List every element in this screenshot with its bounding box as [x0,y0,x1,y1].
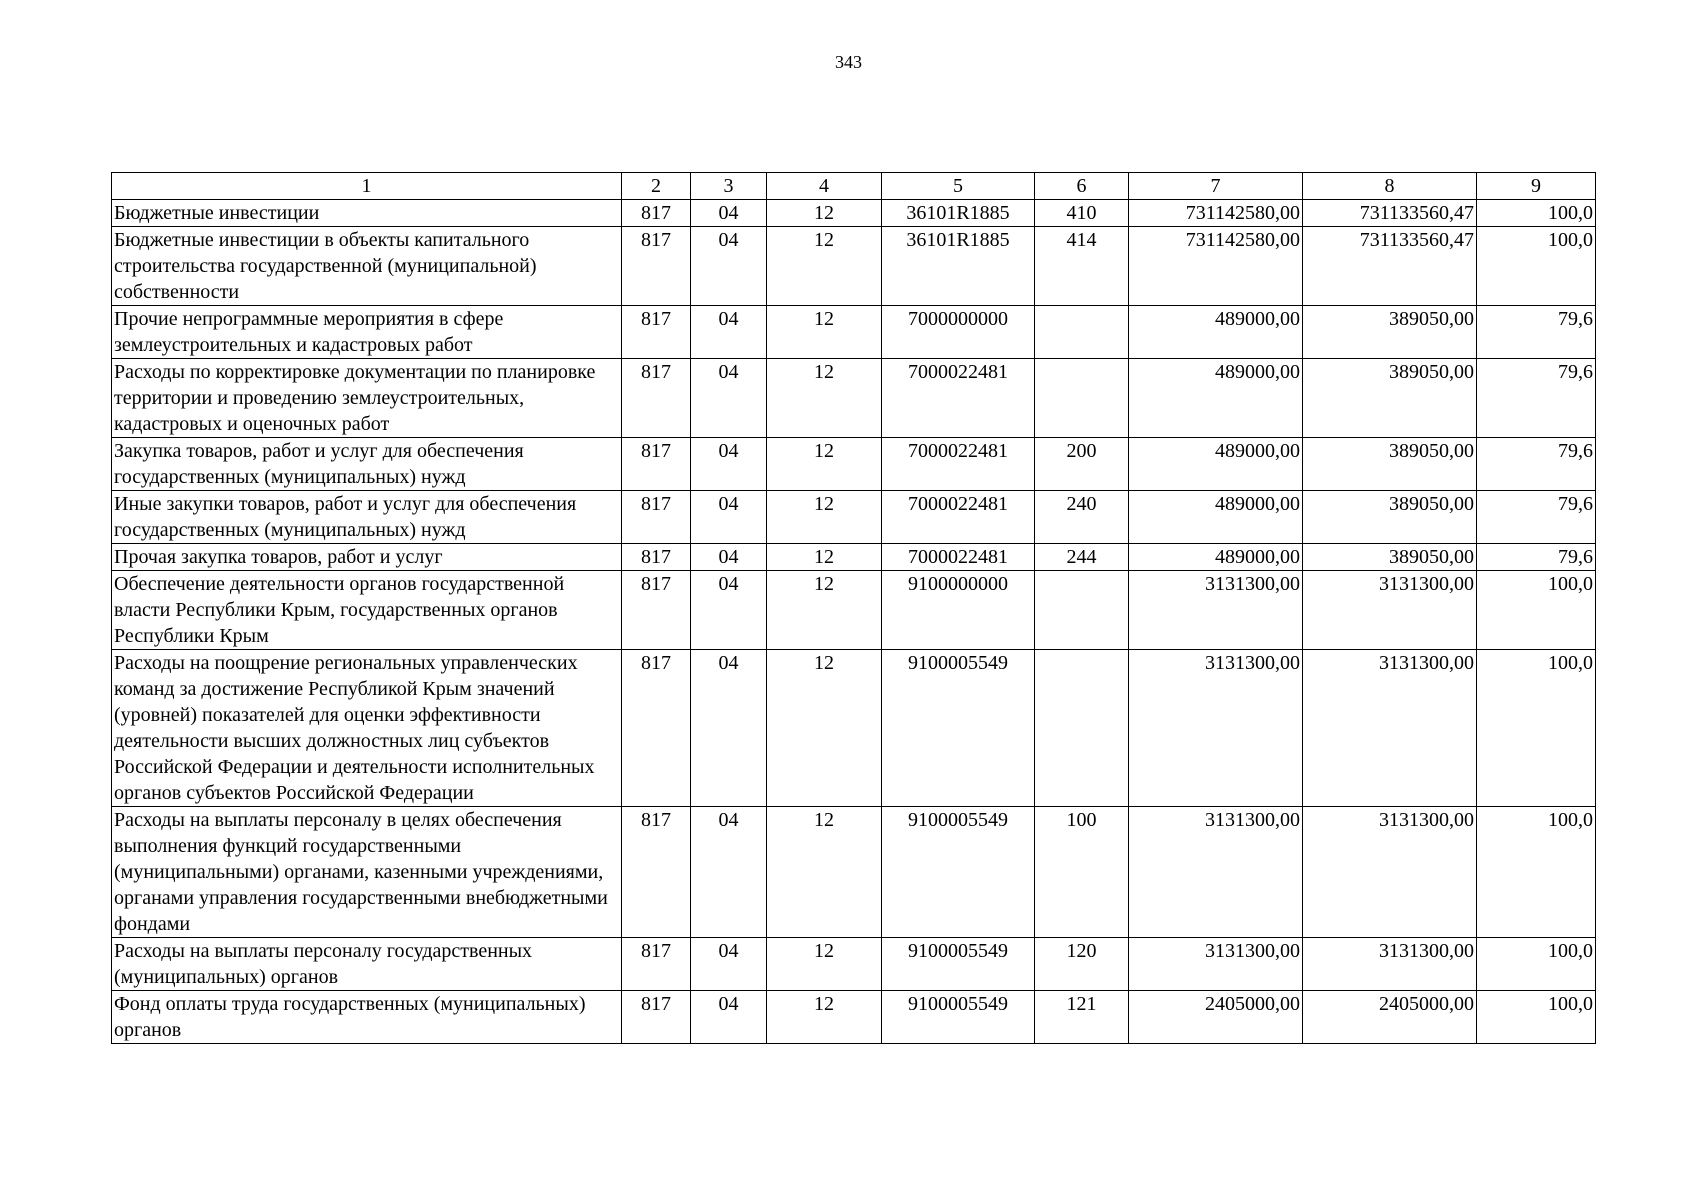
cell-admin-code: 817 [622,544,691,571]
cell-expense-type: 414 [1035,227,1129,306]
cell-subsection: 12 [767,571,882,650]
cell-planned: 489000,00 [1129,306,1303,359]
cell-section: 04 [691,306,767,359]
page-number: 343 [835,52,862,72]
cell-expense-type: 121 [1035,991,1129,1044]
cell-subsection: 12 [767,650,882,807]
table-row [112,650,1596,807]
cell-target-article: 7000022481 [882,438,1035,491]
cell-target-article: 36101R1885 [882,227,1035,306]
cell-percent: 100,0 [1477,650,1596,807]
cell-planned: 489000,00 [1129,438,1303,491]
cell-target-article: 7000022481 [882,359,1035,438]
cell-admin-code: 817 [622,571,691,650]
cell-admin-code: 817 [622,200,691,227]
cell-percent: 100,0 [1477,807,1596,938]
header-cell: 2 [622,173,691,200]
cell-executed: 731133560,47 [1303,200,1477,227]
table-row [112,359,1596,438]
cell-executed: 389050,00 [1303,491,1477,544]
cell-planned: 489000,00 [1129,544,1303,571]
header-cell: 9 [1477,173,1596,200]
row-name: Расходы по корректировке документации по планировке территории и проведению землеустроительных, кадастровых и оценочных работ [112,359,622,438]
header-cell: 7 [1129,173,1303,200]
cell-section: 04 [691,359,767,438]
cell-executed: 3131300,00 [1303,650,1477,807]
table-row [112,491,1596,544]
row-name: Расходы на выплаты персоналу в целях обеспечения выполнения функций государственными (муниципальными) органами, казенными учреждениями, органами управления государственными внебюджетными фондами [112,807,622,938]
header-cell: 8 [1303,173,1477,200]
cell-percent: 100,0 [1477,200,1596,227]
cell-section: 04 [691,544,767,571]
cell-admin-code: 817 [622,227,691,306]
cell-subsection: 12 [767,200,882,227]
table-row [112,938,1596,991]
cell-target-article: 7000022481 [882,544,1035,571]
cell-expense-type [1035,359,1129,438]
cell-target-article: 9100005549 [882,807,1035,938]
cell-percent: 79,6 [1477,544,1596,571]
cell-admin-code: 817 [622,306,691,359]
row-name: Расходы на поощрение региональных управленческих команд за достижение Республикой Крым значений (уровней) показателей для оценки эффективности деятельности высших должностных лиц субъектов Российской Федерации и деятельности исполнительных органов субъектов Российской Федерации [112,650,622,807]
cell-expense-type: 120 [1035,938,1129,991]
cell-section: 04 [691,491,767,544]
cell-percent: 100,0 [1477,991,1596,1044]
cell-executed: 3131300,00 [1303,807,1477,938]
cell-section: 04 [691,200,767,227]
cell-target-article: 7000022481 [882,491,1035,544]
cell-target-article: 9100005549 [882,991,1035,1044]
cell-planned: 489000,00 [1129,359,1303,438]
cell-expense-type [1035,571,1129,650]
cell-planned: 3131300,00 [1129,650,1303,807]
row-name: Бюджетные инвестиции [112,200,622,227]
table-row [112,200,1596,227]
header-cell: 1 [112,173,622,200]
cell-section: 04 [691,807,767,938]
cell-executed: 389050,00 [1303,544,1477,571]
cell-subsection: 12 [767,544,882,571]
table-row [112,227,1596,306]
cell-executed: 389050,00 [1303,306,1477,359]
cell-section: 04 [691,938,767,991]
cell-percent: 100,0 [1477,571,1596,650]
row-name: Бюджетные инвестиции в объекты капитального строительства государственной (муниципальной) собственности [112,227,622,306]
cell-admin-code: 817 [622,991,691,1044]
cell-planned: 2405000,00 [1129,991,1303,1044]
cell-percent: 79,6 [1477,306,1596,359]
cell-admin-code: 817 [622,938,691,991]
cell-admin-code: 817 [622,359,691,438]
cell-percent: 79,6 [1477,491,1596,544]
cell-expense-type [1035,650,1129,807]
cell-admin-code: 817 [622,807,691,938]
cell-planned: 3131300,00 [1129,571,1303,650]
cell-target-article: 36101R1885 [882,200,1035,227]
cell-subsection: 12 [767,438,882,491]
header-cell: 5 [882,173,1035,200]
header-row [112,173,1596,200]
cell-executed: 731133560,47 [1303,227,1477,306]
cell-target-article: 7000000000 [882,306,1035,359]
cell-subsection: 12 [767,991,882,1044]
header-cell: 6 [1035,173,1129,200]
cell-percent: 100,0 [1477,938,1596,991]
cell-planned: 3131300,00 [1129,938,1303,991]
cell-section: 04 [691,438,767,491]
table-row [112,991,1596,1044]
cell-executed: 389050,00 [1303,359,1477,438]
cell-expense-type: 240 [1035,491,1129,544]
cell-section: 04 [691,991,767,1044]
cell-planned: 731142580,00 [1129,227,1303,306]
cell-planned: 731142580,00 [1129,200,1303,227]
cell-section: 04 [691,227,767,306]
cell-subsection: 12 [767,359,882,438]
cell-expense-type: 100 [1035,807,1129,938]
row-name: Обеспечение деятельности органов государственной власти Республики Крым, государственных органов Республики Крым [112,571,622,650]
cell-subsection: 12 [767,938,882,991]
cell-planned: 489000,00 [1129,491,1303,544]
table-row [112,438,1596,491]
cell-target-article: 9100005549 [882,938,1035,991]
cell-executed: 3131300,00 [1303,571,1477,650]
cell-expense-type: 200 [1035,438,1129,491]
cell-admin-code: 817 [622,491,691,544]
header-cell: 3 [691,173,767,200]
cell-subsection: 12 [767,491,882,544]
cell-subsection: 12 [767,306,882,359]
cell-executed: 3131300,00 [1303,938,1477,991]
cell-subsection: 12 [767,227,882,306]
row-name: Закупка товаров, работ и услуг для обеспечения государственных (муниципальных) нужд [112,438,622,491]
table-row [112,544,1596,571]
cell-percent: 100,0 [1477,227,1596,306]
cell-expense-type: 410 [1035,200,1129,227]
row-name: Фонд оплаты труда государственных (муниципальных) органов [112,991,622,1044]
cell-executed: 389050,00 [1303,438,1477,491]
row-name: Прочая закупка товаров, работ и услуг [112,544,622,571]
cell-percent: 79,6 [1477,438,1596,491]
cell-executed: 2405000,00 [1303,991,1477,1044]
header-cell: 4 [767,173,882,200]
budget-table [111,172,1596,1044]
cell-admin-code: 817 [622,438,691,491]
cell-admin-code: 817 [622,650,691,807]
cell-section: 04 [691,650,767,807]
cell-expense-type: 244 [1035,544,1129,571]
cell-section: 04 [691,571,767,650]
cell-subsection: 12 [767,807,882,938]
row-name: Расходы на выплаты персоналу государственных (муниципальных) органов [112,938,622,991]
cell-target-article: 9100000000 [882,571,1035,650]
cell-percent: 79,6 [1477,359,1596,438]
cell-target-article: 9100005549 [882,650,1035,807]
cell-expense-type [1035,306,1129,359]
table-row [112,571,1596,650]
row-name: Иные закупки товаров, работ и услуг для обеспечения государственных (муниципальных) нужд [112,491,622,544]
cell-planned: 3131300,00 [1129,807,1303,938]
table-row [112,807,1596,938]
row-name: Прочие непрограммные мероприятия в сфере землеустроительных и кадастровых работ [112,306,622,359]
table-row [112,306,1596,359]
